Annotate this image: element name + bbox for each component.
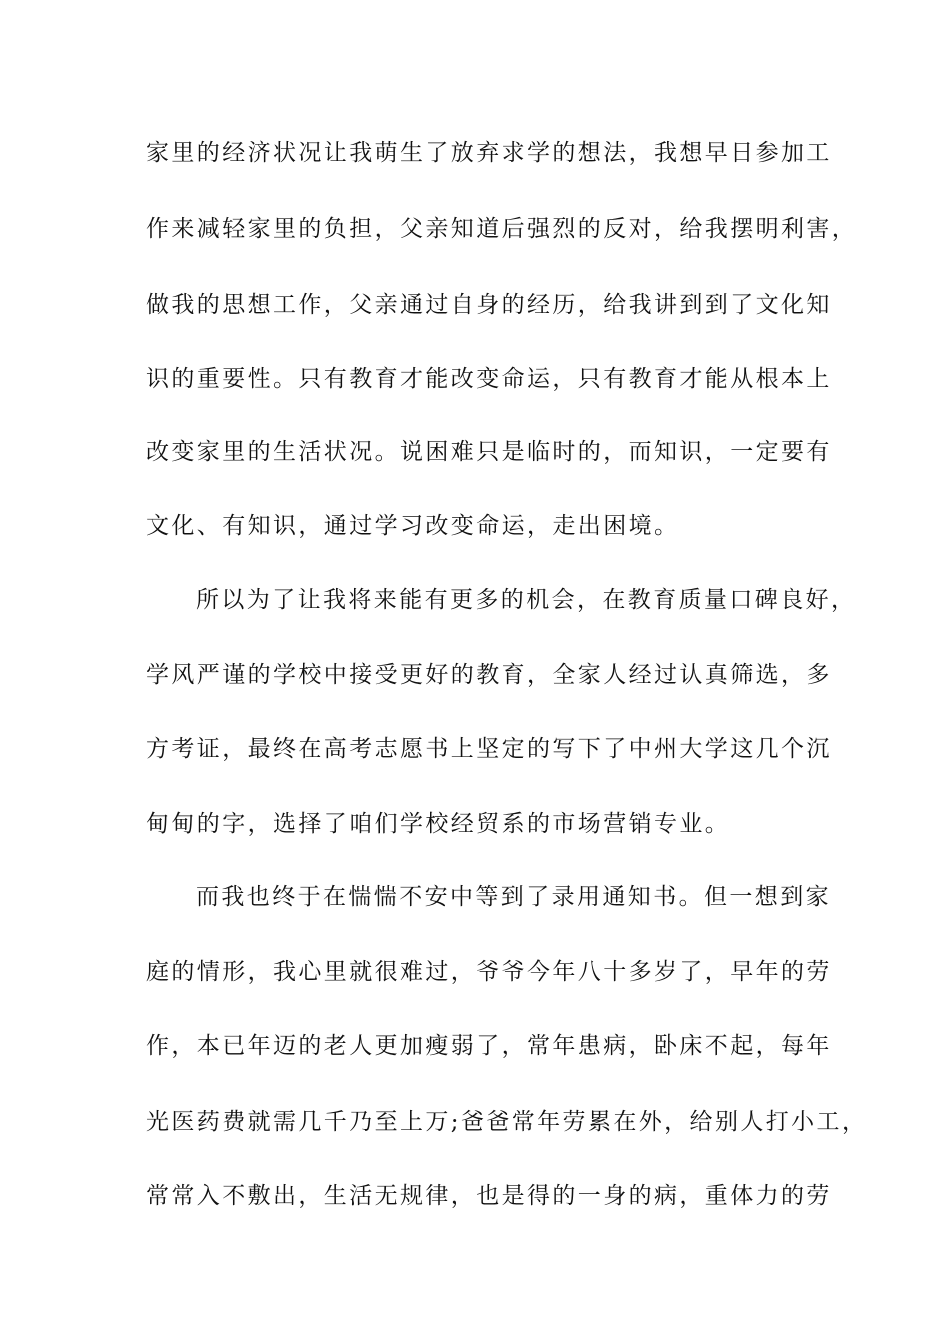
text-line: 庭的情形，我心里就很难过，爷爷今年八十多岁了，早年的劳 xyxy=(146,959,832,985)
text-line: 甸甸的字，选择了咱们学校经贸系的市场营销专业。 xyxy=(146,811,731,837)
text-line: 作来减轻家里的负担，父亲知道后强烈的反对，给我摆明利害， xyxy=(146,216,858,242)
text-line: 光医药费就需几千乃至上万;爸爸常年劳累在外，给别人打小工， xyxy=(146,1109,868,1135)
text-line: 做我的思想工作，父亲通过自身的经历，给我讲到到了文化知 xyxy=(146,292,832,318)
text-line: 方考证，最终在高考志愿书上坚定的写下了中州大学这几个沉 xyxy=(146,736,832,762)
text-line: 识的重要性。只有教育才能改变命运，只有教育才能从根本上 xyxy=(146,366,832,392)
paragraph-start-line: 而我也终于在惴惴不安中等到了录用通知书。但一想到家 xyxy=(196,884,831,910)
text-line: 学风严谨的学校中接受更好的教育，全家人经过认真筛选，多 xyxy=(146,662,832,688)
text-line: 作，本已年迈的老人更加瘦弱了，常年患病，卧床不起，每年 xyxy=(146,1033,832,1059)
text-line: 改变家里的生活状况。说困难只是临时的，而知识，一定要有 xyxy=(146,439,832,465)
text-line: 文化、有知识，通过学习改变命运，走出困境。 xyxy=(146,513,680,539)
paragraph-start-line: 所以为了让我将来能有更多的机会，在教育质量口碑良好， xyxy=(196,587,857,613)
text-line: 常常入不敷出，生活无规律，也是得的一身的病，重体力的劳 xyxy=(146,1183,832,1209)
text-line: 家里的经济状况让我萌生了放弃求学的想法，我想早日参加工 xyxy=(146,140,832,166)
